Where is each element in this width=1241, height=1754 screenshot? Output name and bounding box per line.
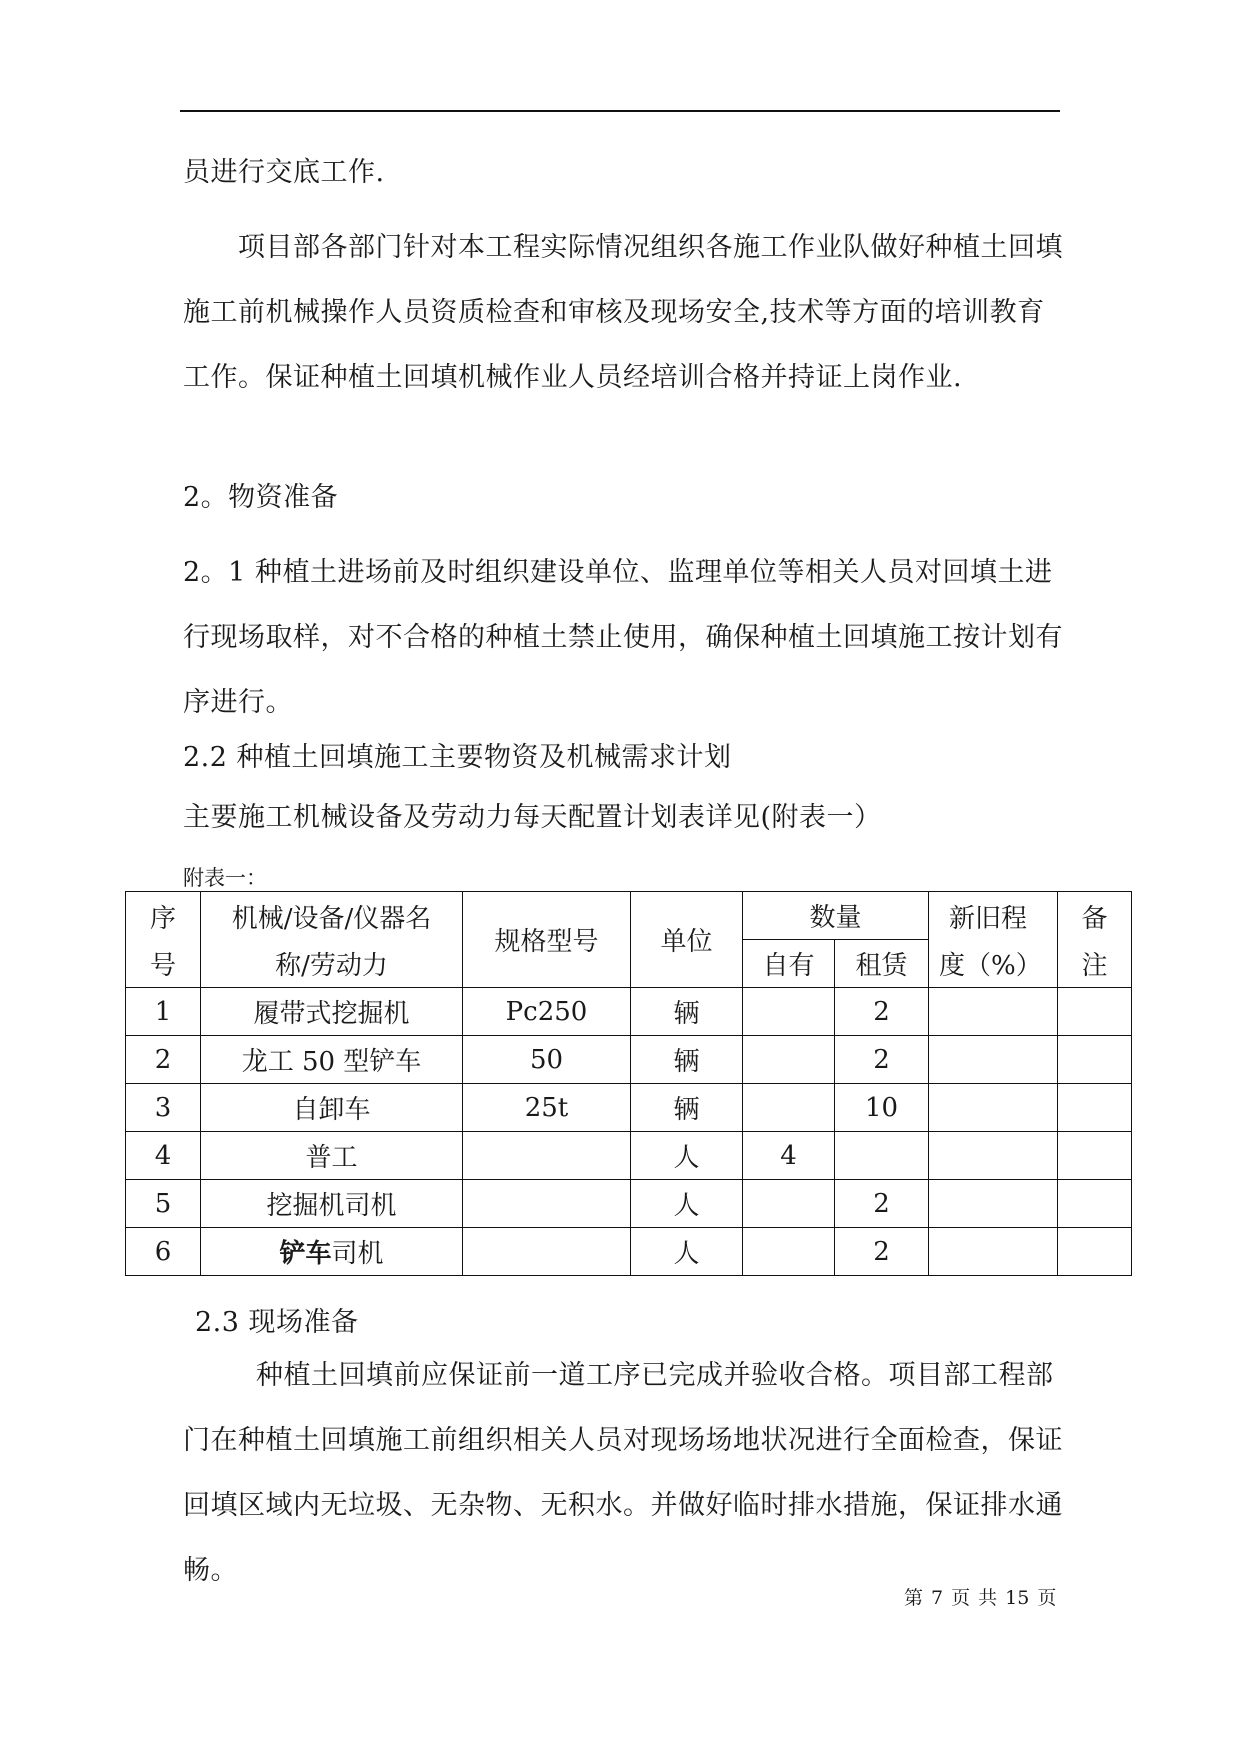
cell-note <box>1058 1228 1132 1276</box>
cell-no: 4 <box>126 1132 201 1180</box>
footer-page-number: 7 <box>931 1587 944 1609</box>
paragraph-continuation: 员进行交底工作. <box>183 157 385 188</box>
header-spec: 规格型号 <box>463 892 631 988</box>
cell-unit: 辆 <box>631 1084 743 1132</box>
cell-note <box>1058 1036 1132 1084</box>
footer-ye-2: 页 <box>1037 1587 1057 1609</box>
cell-no: 2 <box>126 1036 201 1084</box>
heading-machinery-plan: 2.2 种植土回填施工主要物资及机械需求计划 <box>183 742 732 773</box>
heading-materials: 2。物资准备 <box>183 482 339 513</box>
cell-rent <box>835 1132 929 1180</box>
footer-gong: 共 <box>978 1587 998 1609</box>
cell-unit: 人 <box>631 1228 743 1276</box>
cell-no: 1 <box>126 988 201 1036</box>
cell-own: 4 <box>743 1132 835 1180</box>
cell-condition <box>929 1180 1058 1228</box>
cell-spec: 25t <box>463 1084 631 1132</box>
cell-condition <box>929 1036 1058 1084</box>
table-row <box>126 1084 1132 1132</box>
cell-condition <box>929 988 1058 1036</box>
table-row <box>126 1132 1132 1180</box>
cell-rent: 2 <box>835 988 929 1036</box>
cell-condition <box>929 1228 1058 1276</box>
header-rent: 租赁 <box>835 940 929 988</box>
cell-rent: 2 <box>835 1036 929 1084</box>
cell-condition <box>929 1084 1058 1132</box>
paragraph-site-prep: 种植土回填前应保证前一道工序已完成并验收合格。项目部工程部门在种植土回填施工前组织相关人员对现场场地状况进行全面检查，保证回填区域内无垃圾、无杂物、无积水。并做好临时排水措施，保证排水通畅。 <box>183 1360 1063 1586</box>
cell-name <box>201 1228 463 1276</box>
cell-name: 普工 <box>201 1132 463 1180</box>
cell-condition <box>929 1132 1058 1180</box>
cell-name-rest: 司机 <box>331 1239 384 1269</box>
table-row <box>126 1180 1132 1228</box>
header-unit: 单位 <box>631 892 743 988</box>
cell-spec <box>463 1132 631 1180</box>
cell-name-bold: 铲车 <box>279 1239 332 1269</box>
header-condition: 新旧程 度（%） <box>929 892 1058 988</box>
table-caption: 附表一： <box>183 866 267 890</box>
cell-own <box>743 988 835 1036</box>
cell-rent: 2 <box>835 1228 929 1276</box>
footer-ye: 页 <box>951 1587 971 1609</box>
header-quantity: 数量 <box>743 892 929 940</box>
cell-name: 龙工 50 型铲车 <box>201 1036 463 1084</box>
table-header-row <box>126 892 1132 940</box>
paragraph-training: 项目部各部门针对本工程实际情况组织各施工作业队做好种植土回填施工前机械操作人员资质检查和审核及现场安全,技术等方面的培训教育工作。保证种植土回填机械作业人员经培训合格并持证上岗作业. <box>183 232 1063 393</box>
cell-own <box>743 1228 835 1276</box>
cell-unit: 人 <box>631 1132 743 1180</box>
header-name: 机械/设备/仪器名 称/劳动力 <box>201 892 463 988</box>
table-row <box>126 1228 1132 1276</box>
header-rule <box>180 110 1060 112</box>
cell-name: 自卸车 <box>201 1084 463 1132</box>
cell-name: 履带式挖掘机 <box>201 988 463 1036</box>
cell-note <box>1058 1132 1132 1180</box>
cell-unit: 辆 <box>631 988 743 1036</box>
cell-spec <box>463 1228 631 1276</box>
cell-no: 5 <box>126 1180 201 1228</box>
footer-di: 第 <box>904 1587 924 1609</box>
equipment-table <box>125 891 1132 1276</box>
page-footer <box>900 1583 1060 1610</box>
paragraph-table-reference: 主要施工机械设备及劳动力每天配置计划表详见(附表一） <box>183 802 882 833</box>
cell-note <box>1058 1084 1132 1132</box>
table-row <box>126 988 1132 1036</box>
cell-unit: 辆 <box>631 1036 743 1084</box>
cell-no: 6 <box>126 1228 201 1276</box>
cell-no: 3 <box>126 1084 201 1132</box>
cell-name: 挖掘机司机 <box>201 1180 463 1228</box>
cell-own <box>743 1036 835 1084</box>
cell-spec: Pc250 <box>463 988 631 1036</box>
cell-own <box>743 1084 835 1132</box>
paragraph-soil-sampling: 2。1 种植土进场前及时组织建设单位、监理单位等相关人员对回填土进行现场取样，对不合格的种植土禁止使用，确保种植土回填施工按计划有序进行。 <box>183 557 1063 718</box>
cell-rent: 2 <box>835 1180 929 1228</box>
cell-spec <box>463 1180 631 1228</box>
cell-note <box>1058 1180 1132 1228</box>
cell-spec: 50 <box>463 1036 631 1084</box>
cell-unit: 人 <box>631 1180 743 1228</box>
cell-own <box>743 1180 835 1228</box>
footer-total-pages: 15 <box>1005 1587 1030 1609</box>
table-row <box>126 1036 1132 1084</box>
header-own: 自有 <box>743 940 835 988</box>
header-note: 备 注 <box>1058 892 1132 988</box>
heading-site-prep: 2.3 现场准备 <box>195 1307 359 1338</box>
header-seq: 序 号 <box>126 892 201 988</box>
cell-note <box>1058 988 1132 1036</box>
cell-rent: 10 <box>835 1084 929 1132</box>
